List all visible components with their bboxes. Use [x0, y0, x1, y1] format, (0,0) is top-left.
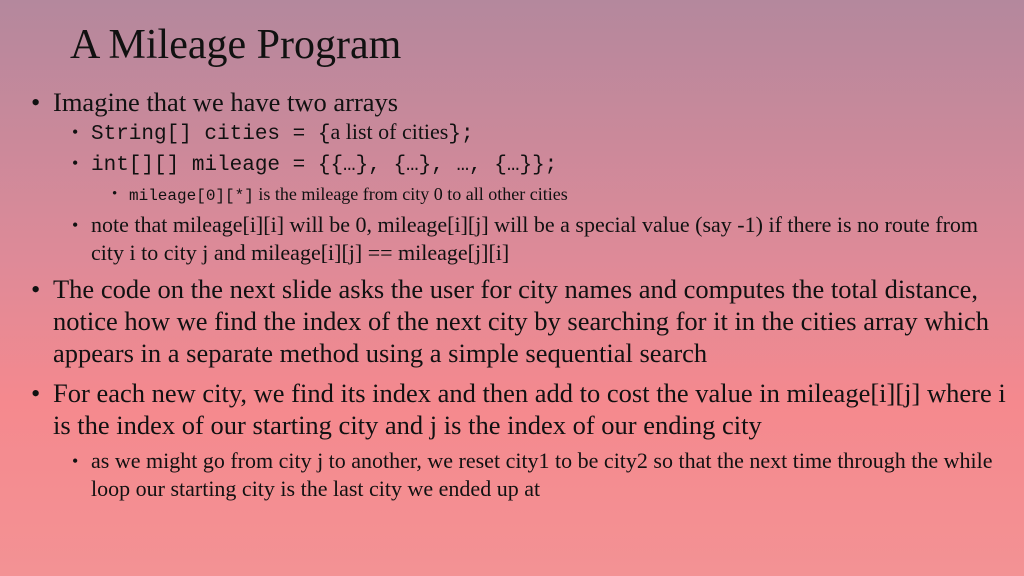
- bullet-arrays: [0, 86, 1024, 118]
- bullet-dot: •: [31, 274, 41, 304]
- code-cities-decl: String[] cities = {: [91, 123, 331, 146]
- note-text: note that mileage[i][i] will be 0, mileage[i][j] will be a special value (say -1) if there is no route from city i to city j and mileage[i][j] == mileage[j][i]: [91, 212, 979, 265]
- bullet-text: Imagine that we have two arrays: [53, 87, 399, 117]
- mileage-row-description: is the mileage from city 0 to all other cities: [253, 184, 568, 204]
- sub-sub-bullet-mileage-row: [0, 182, 1024, 209]
- bullet-dot: •: [72, 153, 79, 173]
- bullet-dot: •: [72, 451, 79, 471]
- bullet-dot: •: [72, 215, 79, 235]
- sub-bullet-mileage: [0, 149, 1024, 180]
- bullet-dot: •: [31, 87, 41, 117]
- code-mileage-decl: int[][] mileage = {{…}, {…}, …, {…}};: [91, 154, 558, 177]
- slide-content: [0, 86, 1024, 503]
- sub-bullet-reset-city: [0, 447, 1024, 503]
- cities-description: a list of cities: [330, 119, 449, 144]
- reset-city-text: as we might go from city j to another, we reset city1 to be city2 so that the next time through the while loop our starting city is the last city we ended up at: [91, 448, 993, 501]
- code-mileage-row: mileage[0][*]: [129, 187, 254, 205]
- sub-bullet-cities: [0, 118, 1024, 149]
- bullet-dot: •: [31, 378, 41, 408]
- bullet-text: The code on the next slide asks the user for city names and computes the total distance, notice how we find the index of the next city by searching for it in the cities array which appears in a separate method using a simple sequential search: [53, 274, 990, 368]
- bullet-each-city: [0, 377, 1024, 441]
- bullet-text: For each new city, we find its index and then add to cost the value in mileage[i][j] where i is the index of our starting city and j is the index of our ending city: [53, 378, 1006, 440]
- bullet-dot: •: [72, 122, 79, 142]
- code-cities-close: };: [448, 123, 474, 146]
- slide-title: A Mileage Program: [70, 22, 402, 68]
- sub-bullet-note: [0, 211, 1024, 267]
- bullet-next-slide-code: [0, 273, 1024, 369]
- bullet-dot: •: [112, 186, 118, 202]
